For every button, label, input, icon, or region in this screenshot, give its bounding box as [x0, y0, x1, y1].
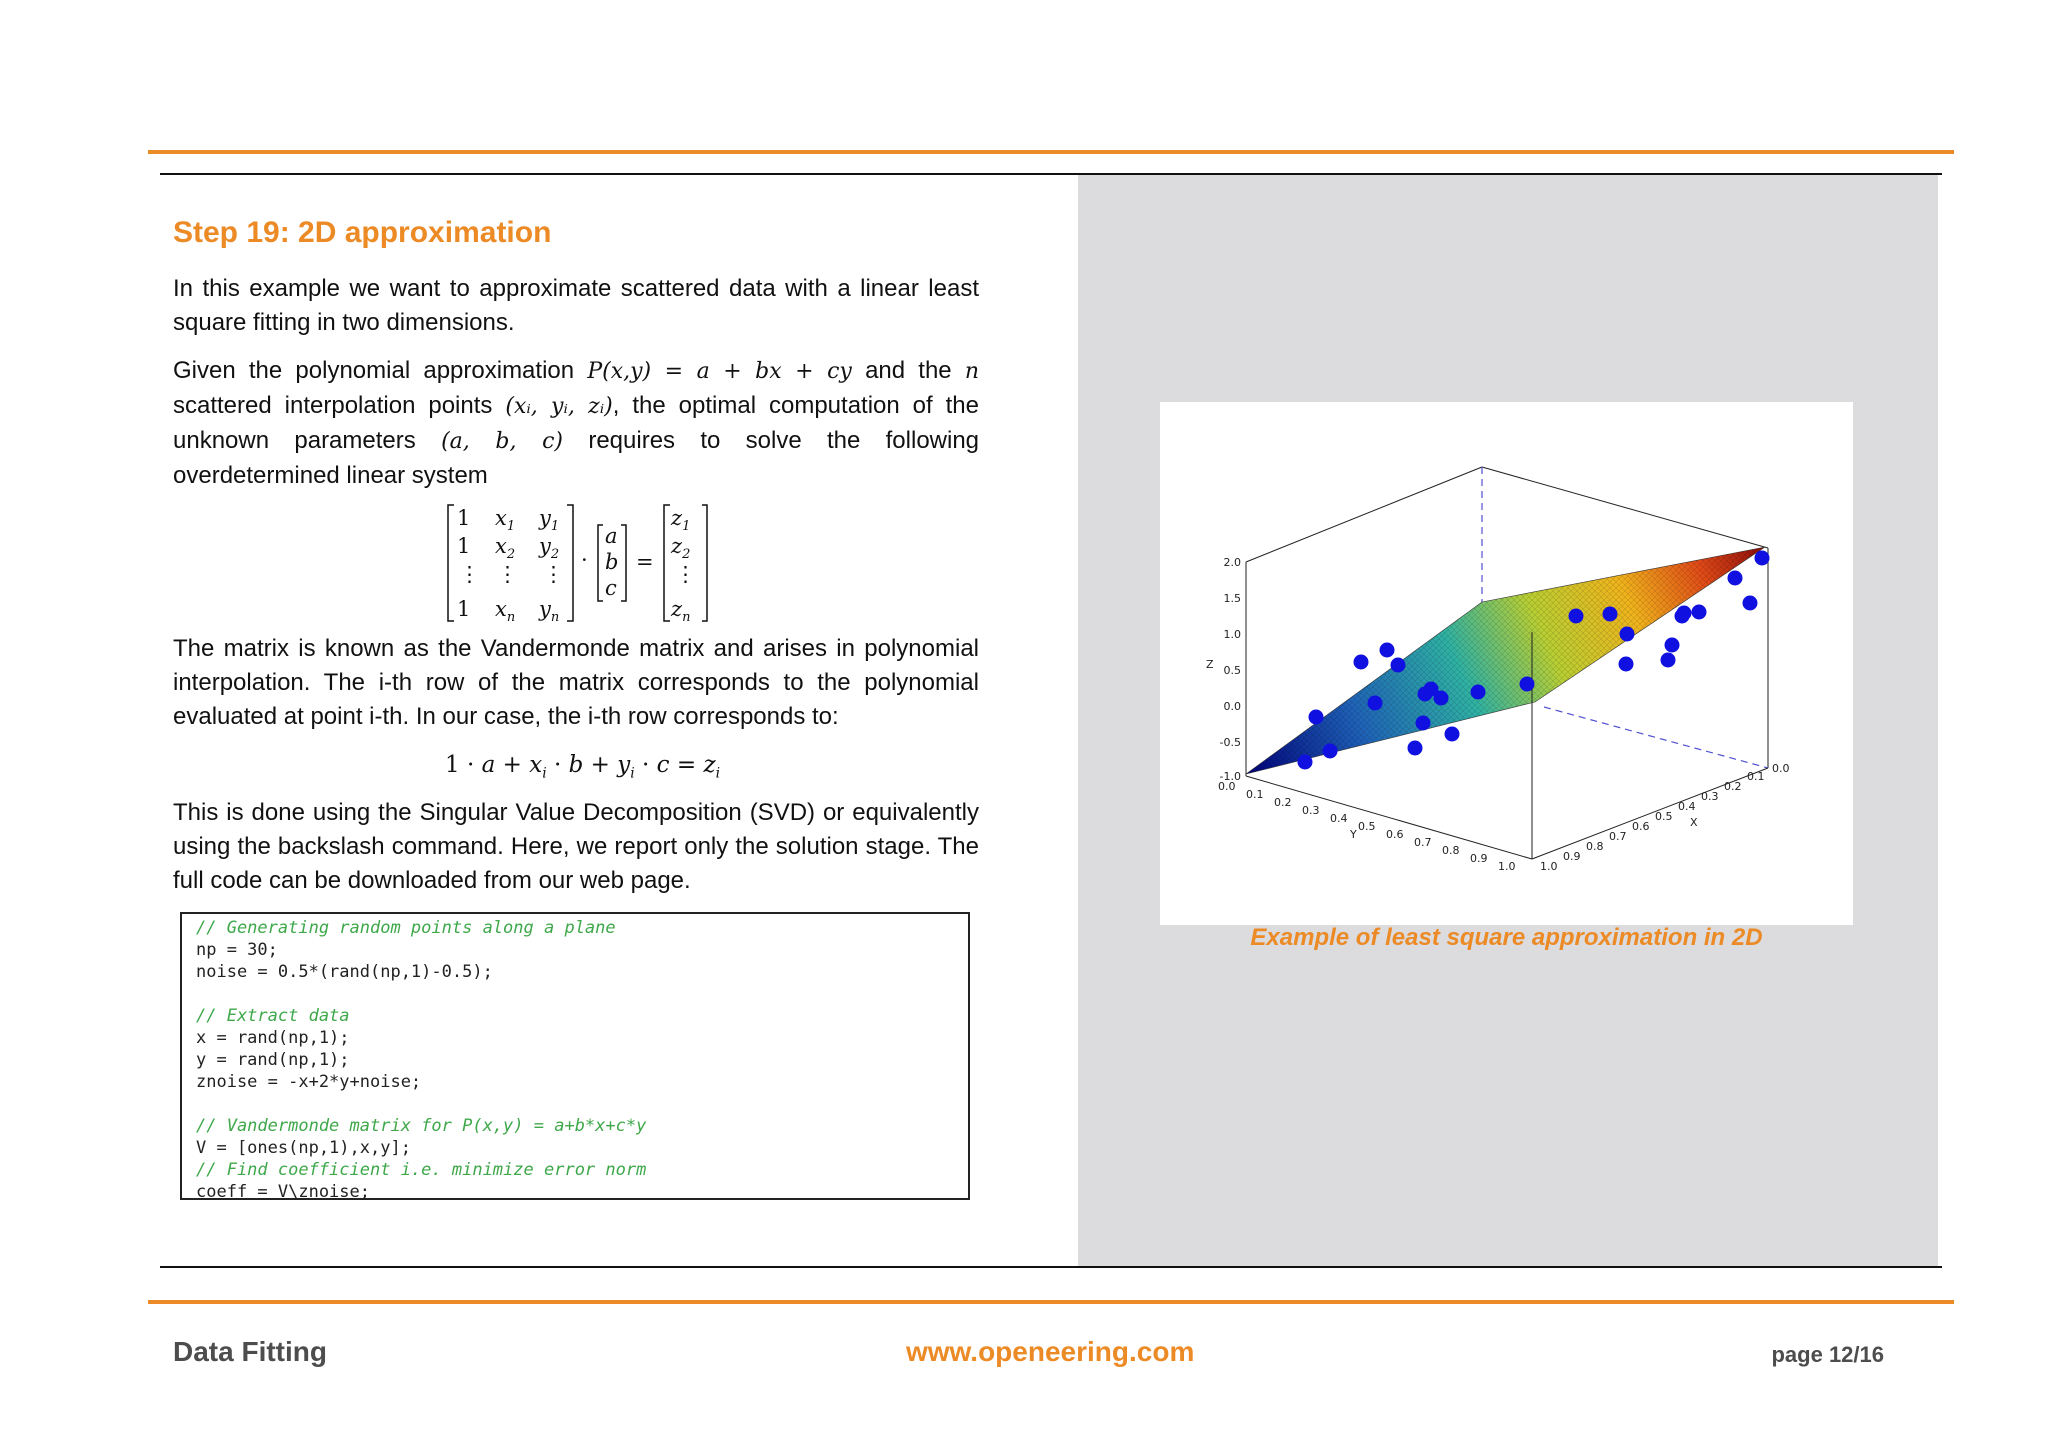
svg-text:=: = [636, 550, 654, 574]
data-point-marker [1309, 710, 1324, 725]
data-point-marker [1743, 596, 1758, 611]
x-tick-label: 0.5 [1655, 810, 1673, 823]
svg-text:⋮: ⋮ [497, 562, 518, 586]
code-listing [180, 912, 970, 1200]
data-point-marker [1619, 657, 1634, 672]
svg-text:1: 1 [457, 597, 471, 621]
z-tick-label: 1.5 [1223, 592, 1241, 605]
row-equation: $1 \cdot a + x_i \cdot b + y_i \cdot c = z_i$ [445, 752, 721, 782]
z-tick-label: 0.0 [1223, 700, 1241, 713]
data-point-marker [1391, 658, 1406, 673]
svg-text:a: a [605, 524, 618, 548]
data-point-marker [1620, 627, 1635, 642]
n-symbol: n [964, 359, 980, 384]
data-point-marker [1520, 677, 1535, 692]
code-line: np = 30; [196, 940, 278, 960]
data-point-marker [1434, 691, 1449, 706]
y-tick-label: 0.4 [1330, 812, 1348, 825]
code-line [196, 983, 954, 1005]
z-tick-label: 0.5 [1223, 664, 1241, 677]
data-point-marker [1675, 609, 1690, 624]
x-tick-label: 0.8 [1586, 840, 1604, 853]
svd-paragraph: This is done using the Singular Value Decomposition (SVD) or equivalently using the backslash command. Here, we report only the solution stage. The full code can be downloaded from our web page. [173, 799, 979, 894]
code-line: noise = 0.5*(rand(np,1)-0.5); [196, 962, 493, 982]
data-point-marker [1692, 605, 1707, 620]
surface-plot-canvas [1160, 402, 1853, 925]
footer-black-rule [160, 1266, 1942, 1268]
svg-text:⋮: ⋮ [459, 562, 480, 586]
svg-text:⋮: ⋮ [543, 562, 564, 586]
data-point-marker [1380, 643, 1395, 658]
y-tick-label: 0.2 [1274, 796, 1292, 809]
data-point-marker [1418, 687, 1433, 702]
data-point-marker [1665, 638, 1680, 653]
figure-caption: Example of least square approximation in 2D [1250, 924, 1763, 951]
svg-text:⋮: ⋮ [675, 562, 696, 586]
code-line: // Vandermonde matrix for P(x,y) = a+b*x+c*y [196, 1116, 647, 1136]
code-line: coeff = V\znoise; [196, 1182, 370, 1200]
y-axis [1218, 780, 1516, 873]
data-point-marker [1368, 696, 1383, 711]
svg-text:c: c [605, 576, 617, 600]
data-point-marker [1298, 755, 1313, 770]
vandermonde-system-equation [445, 503, 715, 623]
code-line: // Extract data [196, 1006, 350, 1026]
z-tick-label: 2.0 [1223, 556, 1241, 569]
svg-text:y2: $y_2$ [539, 534, 560, 562]
y-tick-label: 1.0 [1498, 860, 1516, 873]
z-tick-label: -1.0 [1219, 770, 1241, 783]
intro-paragraph: In this example we want to approximate scattered data with a linear least square fitting in two dimensions. [173, 275, 979, 336]
surface-plot [1160, 402, 1853, 925]
code-line: // Find coefficient i.e. minimize error norm [196, 1160, 647, 1180]
data-point-marker [1755, 551, 1770, 566]
data-point-marker [1603, 607, 1618, 622]
y-tick-label: 0.3 [1302, 804, 1320, 817]
svg-text:yn: $y_n$ [539, 597, 560, 623]
footer-website-link[interactable]: www.openeering.com [906, 1336, 1195, 1367]
code-line: // Generating random points along a plane [196, 918, 616, 938]
svg-text:1: 1 [457, 506, 471, 530]
x-axis [1540, 762, 1790, 873]
y-tick-label: 0.1 [1246, 788, 1264, 801]
data-point-marker [1416, 716, 1431, 731]
x-tick-label: 0.2 [1724, 780, 1742, 793]
data-point-marker [1569, 609, 1584, 624]
svg-text:x1: $x_1$ [495, 506, 516, 534]
svg-text:z1: $z_1$ [671, 506, 691, 534]
x-tick-label: 0.1 [1747, 770, 1765, 783]
y-axis-label: Y [1350, 828, 1357, 841]
y-tick-label: 0.0 [1218, 780, 1236, 793]
y-tick-label: 0.7 [1414, 836, 1432, 849]
data-point-marker [1408, 741, 1423, 756]
fitted-plane-surface [1246, 547, 1765, 774]
code-line [196, 1093, 954, 1115]
polynomial-formula: P(x,y) = a + bx + cy [587, 359, 852, 384]
y-tick-label: 0.5 [1358, 820, 1376, 833]
svg-text:z2: $z_2$ [671, 534, 691, 562]
x-tick-label: 0.4 [1678, 800, 1696, 813]
data-point-marker [1354, 655, 1369, 670]
vandermonde-paragraph: The matrix is known as the Vandermonde matrix and arises in polynomial interpolation. The i-th row of the matrix corresponds to the polynomial evaluated at point i-th. In our case, the i-th row corresponds to: [173, 635, 979, 730]
z-tick-label: -0.5 [1219, 736, 1241, 749]
data-point-marker [1661, 653, 1676, 668]
code-line: znoise = -x+2*y+noise; [196, 1072, 422, 1092]
y-tick-label: 0.9 [1470, 852, 1488, 865]
page-title: Step 19: 2D approximation [173, 216, 552, 249]
header-orange-rule [148, 150, 1954, 154]
x-tick-label: 0.6 [1632, 820, 1650, 833]
svg-text:x2: $x_2$ [495, 534, 516, 562]
svg-text:xn: $x_n$ [495, 597, 516, 623]
footer-page-number: page 12/16 [1771, 1342, 1884, 1367]
svg-text:zn: $z_n$ [671, 597, 691, 623]
svg-text:y1: $y_1$ [539, 506, 560, 534]
hidden-floor-edge [1544, 707, 1768, 768]
y-tick-label: 0.6 [1386, 828, 1404, 841]
x-tick-label: 0.9 [1563, 850, 1581, 863]
svg-text:·: · [581, 548, 588, 572]
x-tick-label: 0.0 [1772, 762, 1790, 775]
svg-text:b: b [605, 550, 619, 574]
svg-text:1: 1 [457, 534, 471, 558]
code-line: x = rand(np,1); [196, 1028, 350, 1048]
x-tick-label: 0.3 [1701, 790, 1719, 803]
data-point-marker [1728, 571, 1743, 586]
code-line: y = rand(np,1); [196, 1050, 350, 1070]
z-axis-label: Z [1206, 658, 1214, 671]
params-formula: (a, b, c) [441, 429, 564, 454]
data-point-marker [1471, 685, 1486, 700]
z-axis [1206, 556, 1241, 783]
x-axis-label: X [1690, 816, 1698, 829]
footer-orange-rule [148, 1300, 1954, 1304]
points-formula: (xᵢ, yᵢ, zᵢ) [505, 394, 613, 419]
data-point-marker [1445, 727, 1460, 742]
y-tick-label: 0.8 [1442, 844, 1460, 857]
data-point-marker [1323, 744, 1338, 759]
x-tick-label: 0.7 [1609, 830, 1627, 843]
footer-document-title: Data Fitting [173, 1336, 327, 1367]
code-line: V = [ones(np,1),x,y]; [196, 1138, 411, 1158]
given-paragraph: Given the polynomial approximation P(x,y) = a + bx + cy and the n scattered interpolation points (xᵢ, yᵢ, zᵢ), the optimal computation of the unknown parameters (a, b, c) requires to solve the following overdetermined linear system [173, 357, 980, 489]
x-tick-label: 1.0 [1540, 860, 1558, 873]
z-tick-label: 1.0 [1223, 628, 1241, 641]
